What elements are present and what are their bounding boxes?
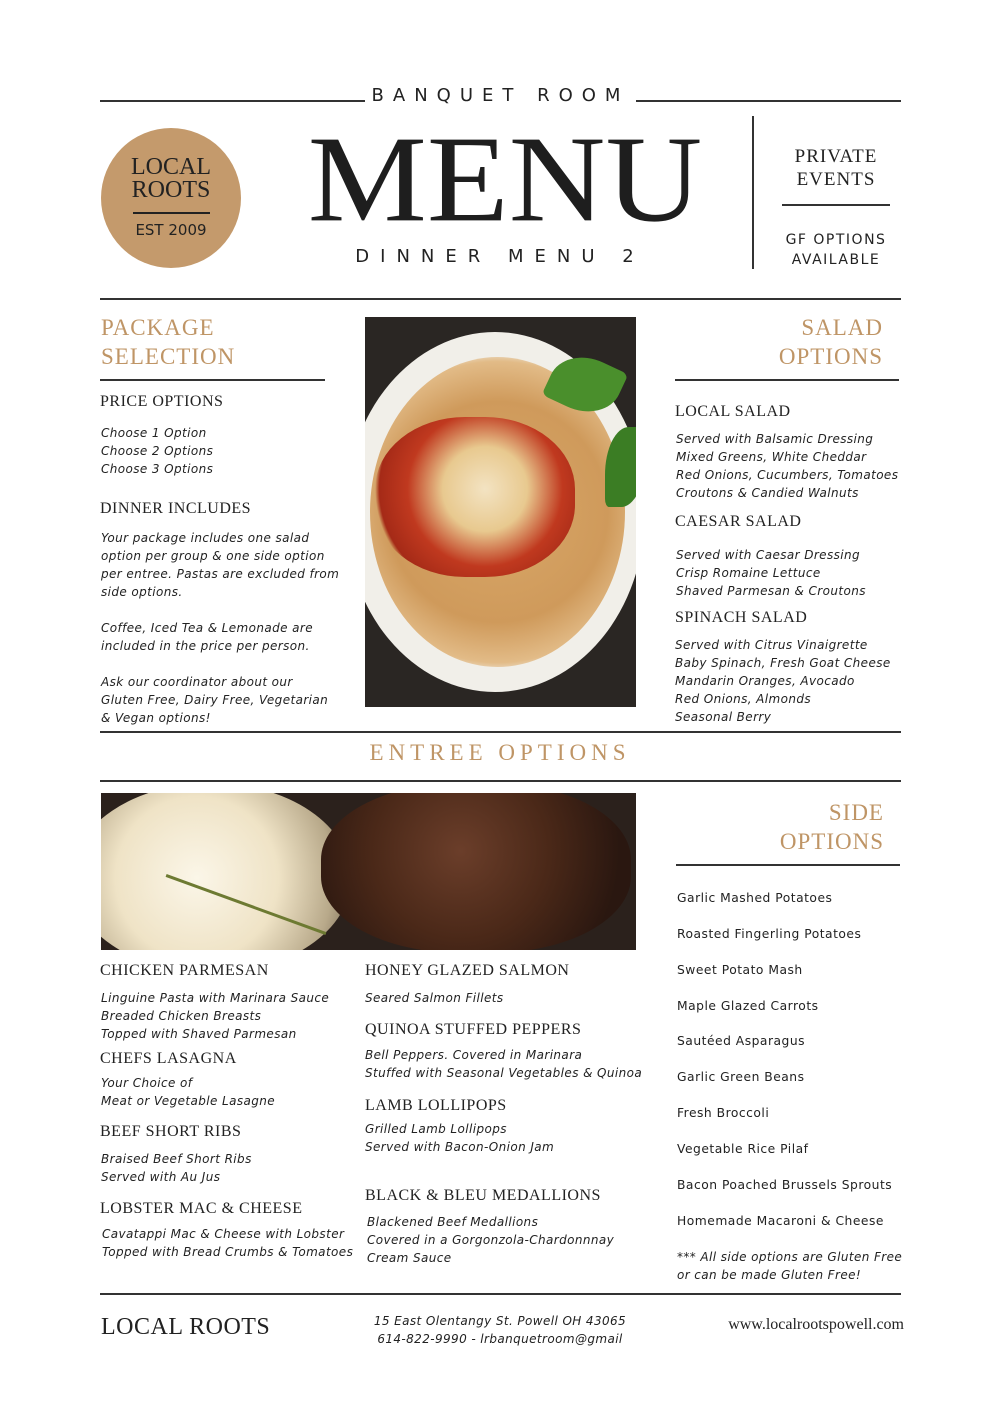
entree-title: CHEFS LASAGNA [100,1050,237,1067]
page-title: MENU [307,110,703,248]
salad-description: Served with Balsamic Dressing Mixed Greens, White Cheddar Red Onions, Cucumbers, Tomatoes Croutons & Candied Walnuts [676,432,899,500]
private-events: PRIVATE EVENTS [794,146,878,190]
dietary-options-text: Ask our coordinator about our Gluten Free, Dairy Free, Vegetarian & Vegan options! [101,675,329,725]
entree-description: Grilled Lamb Lollipops Served with Bacon-Onion Jam [365,1122,555,1154]
divider [636,100,901,102]
beverages-text: Coffee, Iced Tea & Lemonade are included in the price per person. [101,621,314,653]
footer-website-link[interactable]: www.localrootspowell.com [728,1316,904,1333]
entree-title: HONEY GLAZED SALMON [365,962,570,979]
divider [100,780,901,782]
salad-title: CAESAR SALAD [675,513,802,530]
entree-description: Blackened Beef Medallions Covered in a Gorgonzola-Chardonnnay Cream Sauce [367,1215,615,1265]
entree-heading: ENTREE OPTIONS [369,740,631,765]
price-options-title: PRICE OPTIONS [100,393,224,410]
logo-badge [101,128,241,268]
footer-contact [360,1312,640,1348]
side-item: Maple Glazed Carrots [677,999,819,1013]
divider [676,864,900,866]
gf-options: GF OPTIONS AVAILABLE [785,232,887,268]
divider [100,731,901,733]
side-heading: SIDE OPTIONS [779,800,884,854]
logo-est: EST 2009 [135,221,207,239]
short-ribs-photo [101,793,636,950]
entree-description: Braised Beef Short Ribs Served with Au Jus [101,1152,252,1184]
footer-phone-email[interactable]: 614-822-9990 - lrbanquetroom@gmail [377,1332,623,1346]
salad-description: Served with Citrus Vinaigrette Baby Spinach, Fresh Goat Cheese Mandarin Oranges, Avocado Red Onions, Almonds Seasonal Berry [675,638,891,724]
page-subtitle: DINNER MENU 2 [355,246,645,267]
entree-title: QUINOA STUFFED PEPPERS [365,1021,582,1038]
entree-description: Cavatappi Mac & Cheese with Lobster Topped with Bread Crumbs & Tomatoes [102,1227,354,1259]
divider [675,379,899,381]
footer-name: LOCAL ROOTS [101,1314,271,1340]
entree-description: Linguine Pasta with Marinara Sauce Breaded Chicken Breasts Topped with Shaved Parmesan [101,991,330,1041]
side-item: Roasted Fingerling Potatoes [677,927,862,941]
logo-text: LOCAL ROOTS [131,154,211,203]
price-options-list: Choose 1 Option Choose 2 Options Choose 3 Options [101,426,214,476]
divider [100,100,365,102]
gluten-free-note: *** All side options are Gluten Free or can be made Gluten Free! [677,1250,903,1282]
entree-description: Your Choice of Meat or Vegetable Lasagne [101,1076,276,1108]
salad-title: LOCAL SALAD [675,403,791,420]
divider [782,204,890,206]
dinner-includes-title: DINNER INCLUDES [100,500,252,517]
divider [100,298,901,300]
chicken-parmesan-photo [365,317,636,707]
entree-description: Bell Peppers. Covered in Marinara Stuffed with Seasonal Vegetables & Quinoa [365,1048,643,1080]
side-item: Vegetable Rice Pilaf [677,1142,809,1156]
package-heading: PACKAGE SELECTION [101,315,236,369]
entree-title: BEEF SHORT RIBS [100,1123,242,1140]
salad-title: SPINACH SALAD [675,609,808,626]
entree-title: LOBSTER MAC & CHEESE [100,1200,303,1217]
side-item: Fresh Broccoli [677,1106,770,1120]
divider [100,1293,901,1295]
salad-description: Served with Caesar Dressing Crisp Romaine Lettuce Shaved Parmesan & Croutons [676,548,866,598]
entree-title: LAMB LOLLIPOPS [365,1097,507,1114]
side-item: Bacon Poached Brussels Sprouts [677,1178,893,1192]
dinner-includes-text: Your package includes one salad option per group & one side option per entree. Pastas are excluded from side options. [101,531,340,599]
side-item: Sautéed Asparagus [677,1034,806,1048]
vertical-divider [752,116,754,269]
side-item: Garlic Green Beans [677,1070,805,1084]
salad-heading: SALAD OPTIONS [778,315,883,369]
side-item: Sweet Potato Mash [677,963,803,977]
side-item: Homemade Macaroni & Cheese [677,1214,884,1228]
logo-divider [133,212,210,214]
footer-address: 15 East Olentangy St. Powell OH 43065 [373,1314,627,1328]
banquet-room-label: BANQUET ROOM [371,85,630,106]
entree-description: Seared Salmon Fillets [365,991,504,1005]
entree-title: CHICKEN PARMESAN [100,962,269,979]
entree-title: BLACK & BLEU MEDALLIONS [365,1187,601,1204]
divider [100,379,325,381]
side-item: Garlic Mashed Potatoes [677,891,833,905]
